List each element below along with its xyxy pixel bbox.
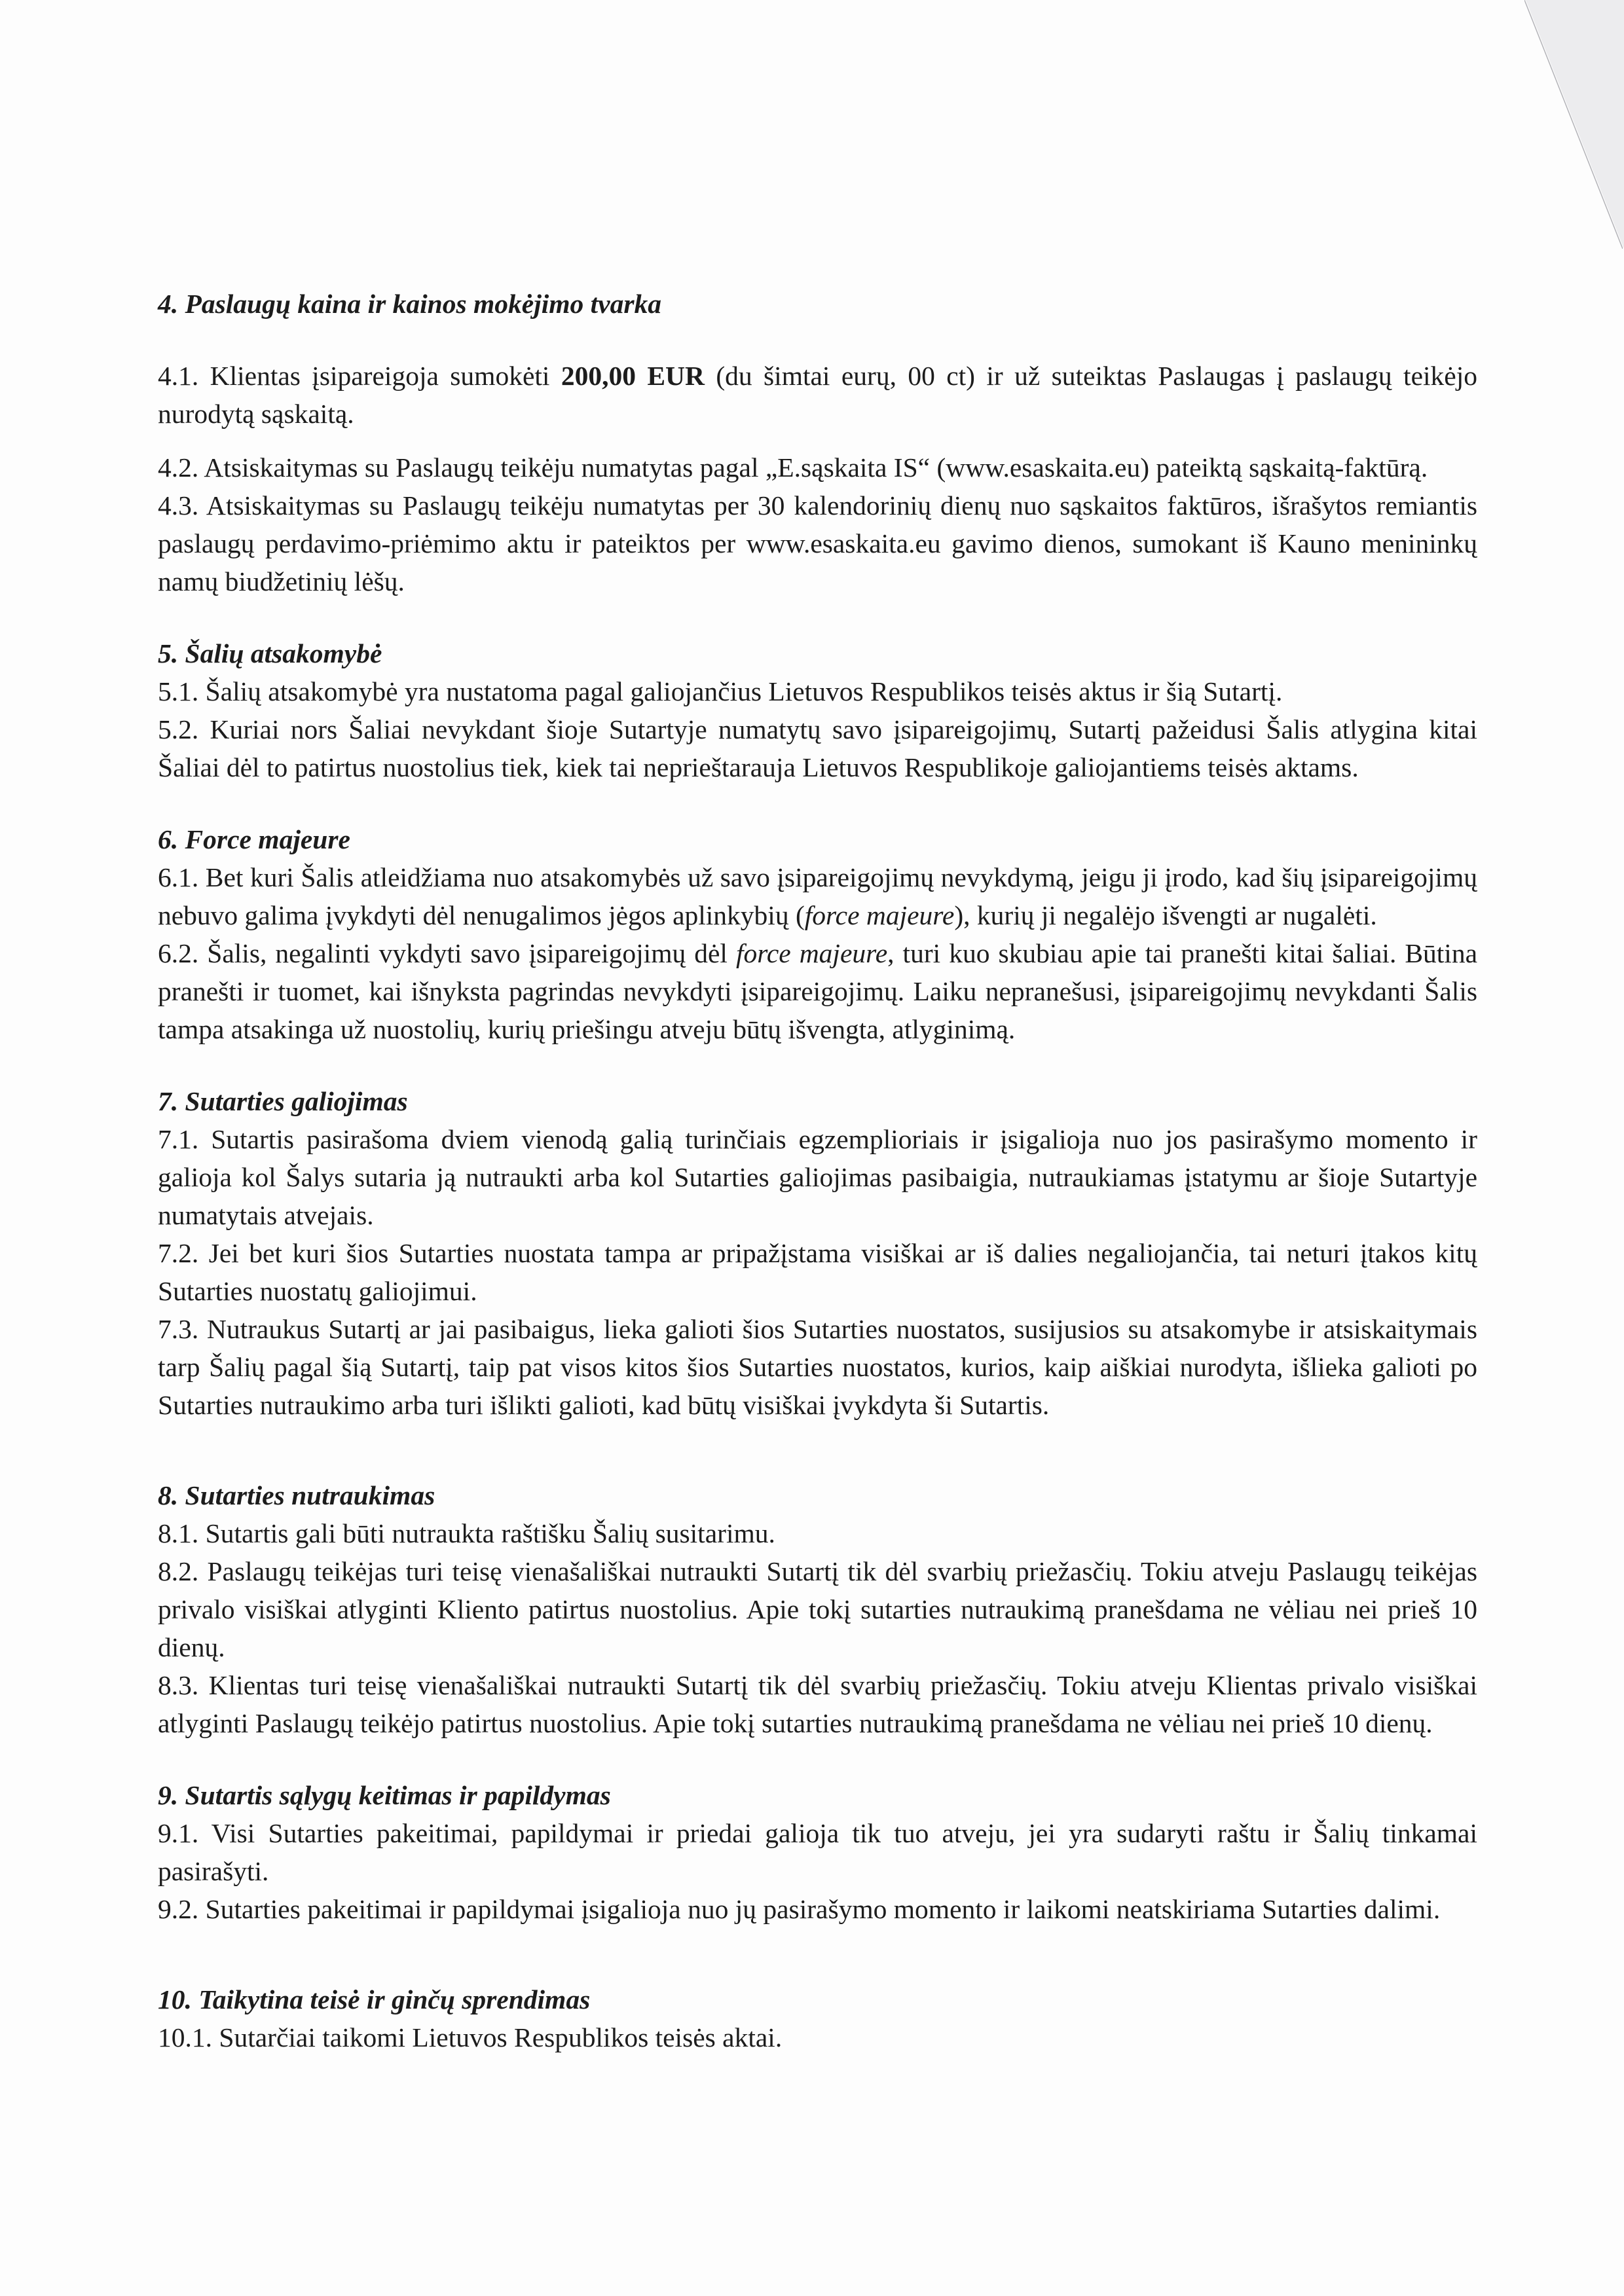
clause-9-1: 9.1. Visi Sutarties pakeitimai, papildymai ir priedai galioja tik tuo atveju, jei yra sudaryti raštu ir Šalių tinkamai pasirašyti.	[158, 1818, 1477, 1886]
clause-4-1-amount: 200,00 EUR	[561, 361, 705, 391]
clause-6-2-force-majeure: force majeure	[735, 938, 888, 968]
page-corner-edge	[1524, 0, 1623, 249]
section-6-heading: 6. Force majeure	[158, 824, 350, 854]
clause-6-1-text-a: 6.1. Bet kuri Šalis atleidžiama nuo atsakomybės už savo įsipareigojimų nevykdymą, jeigu ji įrodo, kad šių įsipareigojimų nebuvo galima įvykdyti dėl nenugalimos jėgos aplinkybių (	[158, 862, 1477, 930]
section-7	[158, 1082, 1477, 1424]
clause-9-2: 9.2. Sutarties pakeitimai ir papildymai įsigalioja nuo jų pasirašymo momento ir laikomi neatskiriama Sutarties dalimi.	[158, 1894, 1441, 1924]
section-5-heading: 5. Šalių atsakomybė	[158, 638, 382, 668]
clause-7-3: 7.3. Nutraukus Sutartį ar jai pasibaigus, lieka galioti šios Sutarties nuostatos, susijusios su atsakomybe ir atsiskaitymais tarp Šalių pagal šią Sutartį, taip pat visos kitos šios Sutarties nuostatos, kurios, kaip aiškiai nurodyta, išlieka galioti po Sutarties nutraukimo arba turi išlikti galioti, kad būtų visiškai įvykdyta ši Sutartis.	[158, 1314, 1477, 1420]
clause-7-2: 7.2. Jei bet kuri šios Sutarties nuostata tampa ar pripažįstama visiškai ar iš dalies negaliojančia, tai neturi įtakos kitų Sutarties nuostatų galiojimui.	[158, 1238, 1477, 1306]
clause-7-1: 7.1. Sutartis pasirašoma dviem vienodą galią turinčiais egzemplioriais ir įsigalioja nuo jos pasirašymo momento ir galioja kol Šalys sutaria ją nutraukti arba kol Sutarties galiojimas pasibaigia, nutraukiamas įstatymu ar šioje Sutartyje numatytais atvejais.	[158, 1124, 1477, 1230]
clause-5-1: 5.1. Šalių atsakomybė yra nustatoma pagal galiojančius Lietuvos Respublikos teisės aktus ir šią Sutartį.	[158, 676, 1283, 706]
section-6	[158, 820, 1477, 1048]
section-9-heading: 9. Sutartis sąlygų keitimas ir papildymas	[158, 1780, 611, 1810]
section-4-heading: 4. Paslaugų kaina ir kainos mokėjimo tvarka	[158, 289, 662, 319]
clause-6-1-force-majeure: force majeure	[804, 900, 955, 930]
section-8	[158, 1476, 1477, 1742]
section-9	[158, 1776, 1477, 1928]
section-4	[158, 285, 1477, 600]
clause-8-3: 8.3. Klientas turi teisę vienašališkai nutraukti Sutartį tik dėl svarbių priežasčių. Tokiu atveju Klientas privalo visiškai atlyginti Paslaugų teikėjo patirtus nuostolius. Apie tokį sutarties nutraukimą pranešdama ne vėliau nei prieš 10 dienų.	[158, 1670, 1477, 1738]
clause-4-2: 4.2. Atsiskaitymas su Paslaugų teikėju numatytas pagal „E.sąskaita IS“ (www.esaskaita.eu) pateiktą sąskaitą-faktūrą.	[158, 452, 1428, 483]
section-8-heading: 8. Sutarties nutraukimas	[158, 1480, 435, 1510]
clause-4-3: 4.3. Atsiskaitymas su Paslaugų teikėju numatytas per 30 kalendorinių dienų nuo sąskaitos faktūros, išrašytos remiantis paslaugų perdavimo-priėmimo aktu ir pateiktos per www.esaskaita.eu gavimo dienos, sumokant iš Kauno menininkų namų biudžetinių lėšų.	[158, 490, 1477, 596]
clause-10-1: 10.1. Sutarčiai taikomi Lietuvos Respublikos teisės aktai.	[158, 2022, 783, 2052]
section-5	[158, 634, 1477, 786]
clause-6-2-text-b: , turi kuo skubiau apie tai pranešti kitai šaliai. Būtina pranešti ir tuomet, kai išnyksta pagrindas nevykdyti įsipareigojimų. Laiku nepranešusi, įsipareigojimų nevykdanti Šalis tampa atsakinga už nuostolių, kurių priešingu atveju būtų išvengta, atlyginimą.	[158, 938, 1477, 1044]
clause-6-2-text-a: 6.2. Šalis, negalinti vykdyti savo įsipareigojimų dėl	[158, 938, 736, 968]
clause-6-2	[158, 934, 1477, 1048]
section-7-heading: 7. Sutarties galiojimas	[158, 1086, 408, 1116]
section-10-heading: 10. Taikytina teisė ir ginčų sprendimas	[158, 1984, 591, 2014]
clause-4-1	[158, 357, 1477, 433]
clause-8-1: 8.1. Sutartis gali būti nutraukta raštišku Šalių susitarimu.	[158, 1518, 775, 1548]
clause-6-1-text-b: ), kurių ji negalėjo išvengti ar nugalėti.	[954, 900, 1377, 930]
clause-4-1-text-b: (du šimtai eurų, 00 ct) ir už suteiktas Paslaugas į paslaugų teikėjo nurodytą sąskaitą.	[158, 361, 1477, 429]
clause-8-2: 8.2. Paslaugų teikėjas turi teisę vienašališkai nutraukti Sutartį tik dėl svarbių priežasčių. Tokiu atveju Paslaugų teikėjas privalo visiškai atlyginti Kliento patirtus nuostolius. Apie tokį sutarties nutraukimą pranešdama ne vėliau nei prieš 10 dienų.	[158, 1556, 1477, 1662]
clause-5-2: 5.2. Kuriai nors Šaliai nevykdant šioje Sutartyje numatytų savo įsipareigojimų, Sutartį pažeidusi Šalis atlygina kitai Šaliai dėl to patirtus nuostolius tiek, kiek tai neprieštarauja Lietuvos Respublikoje galiojantiems teisės aktams.	[158, 714, 1477, 782]
clause-6-1	[158, 858, 1477, 934]
clause-4-1-text-a: 4.1. Klientas įsipareigoja sumokėti	[158, 361, 561, 391]
section-10	[158, 1980, 1477, 2056]
document-body	[158, 285, 1477, 2056]
